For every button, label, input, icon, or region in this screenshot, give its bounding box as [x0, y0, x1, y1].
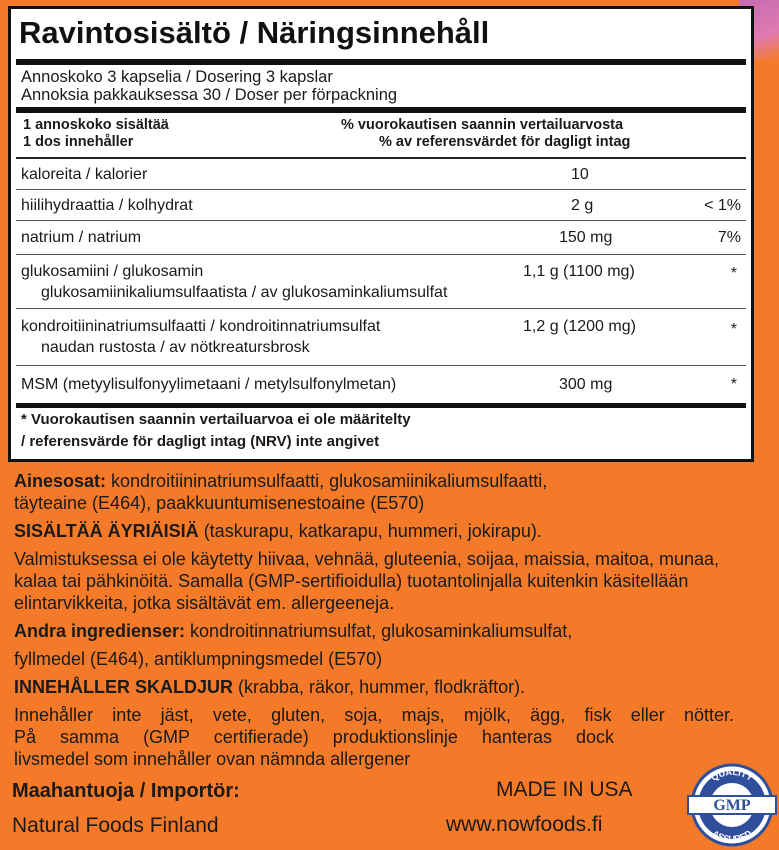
seal-top-text: QUALITY [709, 766, 755, 783]
title-divider [16, 59, 746, 65]
nutrient-name: kondroitiininatriumsulfaatti / kondroitinnatriumsulfat [21, 318, 381, 335]
nutrient-dv: * [730, 265, 737, 282]
nutrient-amount: 2 g [571, 197, 594, 214]
shellfish-sv: INNEHÅLLER SKALDJUR (krabba, räkor, hummer, flodkräftor). [14, 677, 526, 697]
importer-label: Maahantuoja / Importör: [12, 780, 240, 802]
made-in-usa: MADE IN USA [496, 778, 633, 801]
servings-per-pack: Annoksia pakkauksessa 30 / Doser per förpackning [21, 86, 398, 104]
nutrient-dv: 7% [717, 229, 741, 246]
ingredients-sv-line2: fyllmedel (E464), antiklumpningsmedel (E570) [14, 649, 383, 669]
ingredients-sv-label: Andra ingredienser: [14, 621, 186, 641]
ingredients-fi: Ainesosat: kondroitiininatriumsulfaatti, glukosamiinikaliumsulfaatti, [14, 471, 548, 491]
allergen-free-sv-2: På samma (GMP certifierade) produktionslinje hanteras dock [14, 727, 614, 747]
website-link[interactable]: www.nowfoods.fi [446, 813, 603, 836]
nutrient-name: MSM (metyylisulfonyylimetaani / metylsulfonylmetan) [21, 376, 397, 393]
row-divider [16, 308, 746, 309]
header-amount-fi: 1 annoskoko sisältää [23, 117, 169, 133]
header-dv-fi: % vuorokautisen saannin vertailuarvosta [341, 117, 624, 133]
row-divider [16, 220, 746, 221]
nutrient-amount: 150 mg [559, 229, 613, 246]
allergen-free-fi: Valmistuksessa ei ole käytetty hiivaa, vehnää, gluteenia, soijaa, maissia, maitoa, munaa, kalaa tai pähkinöitä. Samalla (GMP-sertifioidulla) tuotantolinjalla kuitenkin käsitellään elintarvikkeita, jotka sisältävät em. allergeeneja. [14, 549, 720, 613]
footnote-line-2: / referensvärde för dagligt intag (NRV) inte angivet [21, 433, 380, 450]
footnote-divider [16, 403, 746, 408]
panel-title: Ravintosisältö / Näringsinnehåll [19, 15, 490, 50]
nutrition-facts-panel [8, 6, 754, 462]
row-divider [16, 254, 746, 255]
footnote-line-1: * Vuorokautisen saannin vertailuarvoa ei ole määritelty [21, 411, 411, 428]
header-amount-sv: 1 dos innehåller [23, 134, 134, 150]
ingredients-sv: Andra ingredienser: kondroitinnatriumsulfat, glukosaminkaliumsulfat, [14, 621, 573, 641]
ingredients-section [14, 470, 734, 770]
serving-divider [16, 107, 746, 113]
ingredients-fi-label: Ainesosat: [14, 471, 107, 491]
nutrient-name: glukosamiini / glukosamin [21, 263, 204, 280]
shellfish-fi: SISÄLTÄÄ ÄYRIÄISIÄ (taskurapu, katkarapu, hummeri, jokirapu). [14, 521, 542, 541]
shellfish-sv-label: INNEHÅLLER SKALDJUR [14, 677, 234, 697]
ingredients-fi-line2: täyteaine (E464), paakkuuntumisenestoaine (E570) [14, 493, 425, 513]
nutrient-amount: 1,2 g (1200 mg) [523, 318, 636, 335]
row-divider [16, 365, 746, 366]
nutrient-name: kaloreita / kalorier [21, 166, 148, 183]
nutrient-source: naudan rustosta / av nötkreatursbrosk [41, 339, 310, 356]
serving-size: Annoskoko 3 kapselia / Dosering 3 kapslar [21, 68, 333, 86]
allergen-free-sv-3: livsmedel som innehåller ovan nämnda allergener [14, 749, 411, 769]
importer-name: Natural Foods Finland [12, 814, 219, 837]
header-divider [16, 157, 746, 159]
seal-center-text: GMP [713, 797, 751, 814]
nutrient-dv: * [730, 376, 737, 393]
nutrient-amount: 300 mg [559, 376, 613, 393]
header-dv-sv: % av referensvärdet för dagligt intag [379, 134, 631, 150]
nutrient-amount: 10 [571, 166, 589, 183]
nutrient-source: glukosamiinikaliumsulfaatista / av glukosaminkaliumsulfat [41, 284, 448, 301]
gmp-quality-seal [684, 760, 779, 850]
nutrient-name: hiilihydraattia / kolhydrat [21, 197, 193, 214]
row-divider [16, 189, 746, 190]
nutrient-amount: 1,1 g (1100 mg) [523, 263, 635, 280]
seal-bottom-text: ASSURED [710, 828, 754, 845]
shellfish-fi-label: SISÄLTÄÄ ÄYRIÄISIÄ [14, 521, 199, 541]
allergen-free-sv-1: Innehåller inte jäst, vete, gluten, soja, majs, mjölk, ägg, fisk eller nötter. [14, 705, 734, 725]
nutrient-dv: < 1% [704, 197, 741, 214]
nutrient-name: natrium / natrium [21, 229, 142, 246]
nutrient-dv: * [730, 321, 737, 338]
